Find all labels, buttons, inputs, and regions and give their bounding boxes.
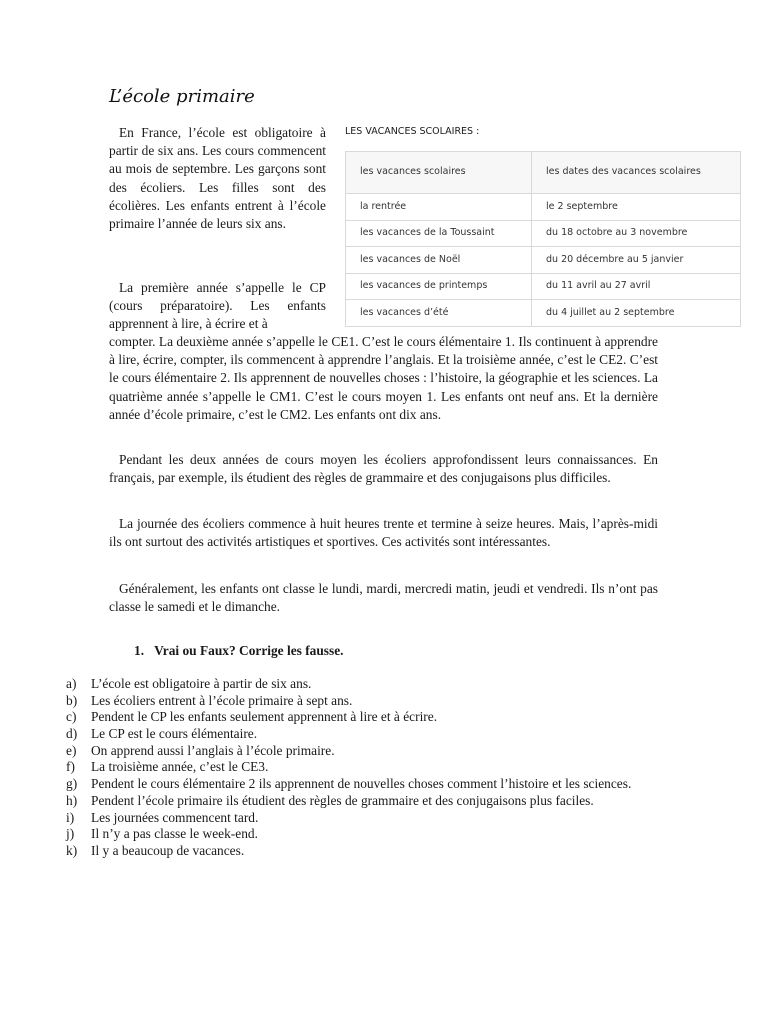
list-item: [66, 709, 631, 726]
item-letter: f): [66, 759, 75, 775]
table-row: [346, 247, 741, 274]
table-cell: les vacances d’été: [346, 300, 532, 327]
list-item: [66, 776, 631, 793]
item-text: Les écoliers entrent à l’école primaire à sept ans.: [91, 692, 353, 708]
list-item: [66, 726, 631, 743]
exercise-list: [66, 676, 631, 860]
item-letter: a): [66, 676, 77, 691]
list-item: [66, 843, 631, 860]
item-letter: e): [66, 742, 77, 758]
item-text: Pendent le CP les enfants seulement apprennent à lire et à écrire.: [91, 709, 438, 725]
item-text: Il y a beaucoup de vacances.: [91, 842, 245, 858]
table-cell: du 11 avril au 27 avril: [532, 273, 741, 300]
item-letter: c): [66, 709, 77, 725]
paragraph-semaine: Généralement, les enfants ont classe le lundi, mardi, mercredi matin, jeudi et vendredi. Ils n’ont pas classe le samedi et le dimanche.: [109, 581, 658, 615]
item-letter: j): [66, 826, 75, 842]
table-header-cell: les dates des vacances scolaires: [532, 152, 741, 194]
item-letter: b): [66, 692, 78, 708]
item-text: L’école est obligatoire à partir de six ans.: [91, 676, 312, 691]
item-text: Pendent le cours élémentaire 2 ils apprennent de nouvelles choses comment l’histoire et les sciences.: [91, 776, 632, 792]
page-title: L’école primaire: [109, 86, 255, 107]
item-letter: k): [66, 842, 78, 858]
paragraph-intro: En France, l’école est obligatoire à partir de six ans. Les cours commencent au mois de septembre. Les garçons sont des écoliers. Les filles sont des écolières. Les enfants entrent à l’école primaire l’année de leurs six ans.: [109, 125, 326, 232]
table-caption: LES VACANCES SCOLAIRES :: [345, 126, 480, 137]
table-row: [346, 220, 741, 247]
paragraph-cp-continued: compter. La deuxième année s’appelle le CE1. C’est le cours élémentaire 1. Ils continuent à apprendre à lire, écrire, compter, ils commencent à apprendre l’anglais. Et la troisième année, c’est le CE2. C’est le cours élémentaire 2. Ils apprennent de nouvelles choses : l’histoire, la géographie et les sciences. La quatrième année s’appelle le CM1. C’est le cours moyen 1. Les enfants ont neuf ans. Et la dernière année d’école primaire, c’est le CM2. Les enfants ont dix ans.: [109, 334, 658, 422]
table-cell: les vacances de la Toussaint: [346, 220, 532, 247]
list-item: [66, 759, 631, 776]
paragraph-cours-moyen: Pendant les deux années de cours moyen les écoliers approfondissent leurs connaissances. En français, par exemple, ils étudient des règles de grammaire et des conjugaisons plus difficiles.: [109, 452, 658, 486]
list-item: [66, 743, 631, 760]
list-item: [66, 810, 631, 827]
list-item: [66, 826, 631, 843]
table-header-row: [346, 152, 741, 194]
exercise-heading: 1. Vrai ou Faux? Corrige les fausse.: [134, 643, 344, 658]
table-cell: du 4 juillet au 2 septembre: [532, 300, 741, 327]
item-letter: d): [66, 726, 78, 742]
table-cell: du 20 décembre au 5 janvier: [532, 247, 741, 274]
list-item: [66, 693, 631, 710]
table-cell: les vacances de Noël: [346, 247, 532, 274]
list-item: [66, 676, 631, 693]
holidays-table: [345, 151, 741, 327]
table-cell: la rentrée: [346, 194, 532, 221]
table-cell: du 18 octobre au 3 novembre: [532, 220, 741, 247]
paragraph-journee: La journée des écoliers commence à huit heures trente et termine à seize heures. Mais, l’après-midi ils ont surtout des activités artistiques et sportives. Ces activités sont intéressantes.: [109, 516, 658, 550]
item-text: Le CP est le cours élémentaire.: [91, 726, 258, 742]
item-text: La troisième année, c’est le CE3.: [91, 759, 269, 775]
table-header-cell: les vacances scolaires: [346, 152, 532, 194]
list-item: [66, 793, 631, 810]
item-letter: g): [66, 776, 78, 792]
table-row: [346, 194, 741, 221]
item-letter: h): [66, 792, 78, 808]
item-letter: i): [66, 809, 75, 825]
item-text: Il n’y a pas classe le week-end.: [91, 826, 258, 842]
table-row: [346, 300, 741, 327]
table-cell: les vacances de printemps: [346, 273, 532, 300]
item-text: Les journées commencent tard.: [91, 809, 259, 825]
table-row: [346, 273, 741, 300]
paragraph-cp-wrap: La première année s’appelle le CP (cours préparatoire). Les enfants apprennent à lire, à écrire et à: [109, 280, 326, 332]
item-text: Pendent l’école primaire ils étudient des règles de grammaire et des conjugaisons plus faciles.: [91, 792, 594, 808]
item-text: On apprend aussi l’anglais à l’école primaire.: [91, 742, 335, 758]
table-cell: le 2 septembre: [532, 194, 741, 221]
